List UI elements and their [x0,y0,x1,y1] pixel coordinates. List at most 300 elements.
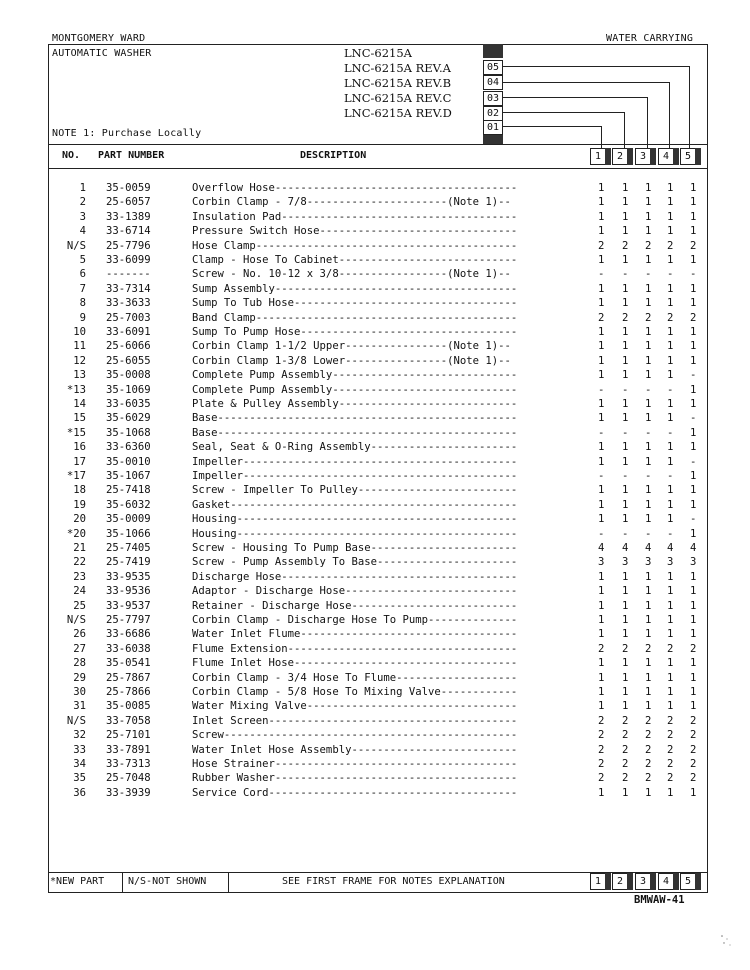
item-number: 24 [73,585,86,598]
part-description: Corbin Clamp - 7/8----------------------(Note 1)-- [192,196,511,209]
quantity-rev-2: 1 [622,570,629,583]
quantity-rev-1: 1 [598,570,605,583]
quantity-rev-1: - [598,426,605,439]
quantity-rev-1: 1 [598,614,605,626]
quantity-rev-5: 1 [690,484,697,497]
table-row [48,657,708,671]
quantity-rev-5: 1 [690,700,697,713]
item-number: 26 [73,628,86,641]
part-description: Clamp - Hose To Cabinet---------------------------- [192,254,518,266]
part-description: Flume Inlet Hose----------------------------------- [192,657,518,670]
quantity-rev-1: 1 [598,254,605,266]
revision-col-shade [695,148,701,165]
revision-box: 02 [483,106,503,121]
table-row [48,369,708,383]
quantity-rev-2: 1 [622,686,629,698]
quantity-rev-3: 2 [645,239,652,252]
quantity-rev-5: 1 [690,470,697,482]
quantity-rev-2: 1 [622,354,629,367]
quantity-rev-1: 1 [598,700,605,713]
quantity-rev-4: - [667,426,674,439]
part-description: Housing-------------------------------------------- [192,513,518,526]
bracket-line [624,112,625,148]
column-rule [48,168,708,169]
quantity-rev-1: 4 [598,542,605,554]
quantity-rev-5: 2 [690,239,697,252]
table-row [48,412,708,426]
part-description: Corbin Clamp - Discharge Hose To Pump-------------- [192,614,518,626]
quantity-rev-2: 2 [622,239,629,252]
quantity-rev-5: 2 [690,743,697,756]
quantity-rev-1: 2 [598,239,605,252]
revision-col-2: 2 [612,148,628,165]
top-rule [48,44,708,45]
bracket-line [669,82,670,148]
notes-explanation: SEE FIRST FRAME FOR NOTES EXPLANATION [282,876,505,887]
part-number: 25-7003 [106,311,151,324]
quantity-rev-2: 2 [622,772,629,785]
table-row [48,384,708,398]
revision-col-3: 3 [635,148,651,165]
revision-box: 05 [483,60,503,75]
quantity-rev-2: 1 [622,786,629,799]
item-number: 34 [73,758,86,770]
revision-col-5: 5 [680,873,696,890]
part-description: Water Mixing Valve--------------------------------- [192,700,518,713]
quantity-rev-2: 2 [622,758,629,770]
model-name: LNC-6215A REV.C [344,91,452,105]
quantity-rev-2: 1 [622,369,629,382]
item-number: N/S [66,714,86,727]
part-number: 33-6091 [106,326,151,338]
header-rule [48,144,708,145]
revision-col-1: 1 [590,873,606,890]
quantity-rev-3: 1 [645,484,652,497]
table-row [48,571,708,585]
quantity-rev-3: - [645,527,652,540]
part-description: Screw - No. 10-12 x 3/8-----------------(Note 1)-- [192,268,511,281]
quantity-rev-5: 1 [690,282,697,295]
quantity-rev-3: 1 [645,254,652,266]
part-description: Water Inlet Flume---------------------------------- [192,628,518,641]
revision-col-3: 3 [635,873,651,890]
new-part-legend: *NEW PART [50,876,105,887]
quantity-rev-5: 1 [690,628,697,641]
quantity-rev-1: 1 [598,455,605,468]
part-number: 25-7796 [106,239,151,252]
quantity-rev-4: 2 [667,642,674,655]
item-number: 20 [73,513,86,526]
item-number: 9 [79,311,86,324]
col-no: NO. [62,150,81,161]
quantity-rev-5: 1 [690,786,697,799]
quantity-rev-1: 1 [598,282,605,295]
table-row [48,484,708,498]
quantity-rev-5: 1 [690,426,697,439]
item-number: 19 [73,498,86,511]
revision-marker-top [483,44,503,58]
part-number: 33-6035 [106,398,151,410]
quantity-rev-5: 1 [690,657,697,670]
table-row [48,196,708,210]
item-number: 11 [73,340,86,353]
part-description: Screw - Impeller To Pulley------------------------- [192,484,518,497]
bracket-line [689,66,690,148]
quantity-rev-4: 1 [667,254,674,266]
part-description: Discharge Hose------------------------------------- [192,570,518,583]
part-description: Base----------------------------------------------- [192,412,518,425]
revision-box: 04 [483,75,503,90]
quantity-rev-3: 1 [645,297,652,310]
footer-bottom-rule [48,892,708,893]
part-description: Screw---------------------------------------------- [192,729,518,742]
item-number: 17 [73,455,86,468]
model-name: LNC-6215A REV.D [344,106,452,120]
bracket-line [503,112,624,113]
item-number: 27 [73,642,86,655]
quantity-rev-2: - [622,268,629,281]
part-description: Flume Extension------------------------------------ [192,642,518,655]
quantity-rev-3: 1 [645,570,652,583]
quantity-rev-5: 1 [690,340,697,353]
item-number: N/S [66,614,86,626]
item-number: 30 [73,686,86,698]
part-number: 35-0541 [106,657,151,670]
table-row [48,758,708,772]
quantity-rev-4: 1 [667,441,674,454]
quantity-rev-1: 1 [598,498,605,511]
part-number: 35-6032 [106,498,151,511]
item-number: 4 [79,225,86,238]
quantity-rev-2: 1 [622,225,629,238]
quantity-rev-1: 2 [598,758,605,770]
quantity-rev-1: 1 [598,182,605,194]
quantity-rev-4: 1 [667,210,674,223]
quantity-rev-5: 1 [690,441,697,454]
part-description: Inlet Screen--------------------------------------- [192,714,518,727]
part-description: Adaptor - Discharge Hose--------------------------- [192,585,518,598]
section-category: WATER CARRYING [606,33,694,44]
table-row [48,700,708,714]
scan-speckle [718,930,738,950]
item-number: 16 [73,441,86,454]
part-number: 35-0009 [106,513,151,526]
part-description: Corbin Clamp 1-1/2 Upper----------------(Note 1)-- [192,340,511,353]
quantity-rev-4: - [667,470,674,482]
quantity-rev-4: 2 [667,758,674,770]
product-name: AUTOMATIC WASHER [52,48,152,59]
quantity-rev-3: 1 [645,441,652,454]
revision-marker-bottom [483,135,503,144]
quantity-rev-5: 1 [690,326,697,338]
quantity-rev-3: 1 [645,498,652,511]
quantity-rev-5: 1 [690,599,697,612]
quantity-rev-2: 1 [622,657,629,670]
quantity-rev-4: 1 [667,455,674,468]
footer-divider [228,872,229,892]
part-description: Hose Strainer-------------------------------------- [192,758,518,770]
quantity-rev-4: 1 [667,369,674,382]
quantity-rev-2: - [622,426,629,439]
quantity-rev-4: 2 [667,311,674,324]
table-row [48,585,708,599]
quantity-rev-3: 1 [645,225,652,238]
quantity-rev-5: 2 [690,311,697,324]
quantity-rev-4: 1 [667,585,674,598]
quantity-rev-4: 2 [667,729,674,742]
part-number: 25-7405 [106,542,151,554]
quantity-rev-5: 2 [690,642,697,655]
quantity-rev-5: 1 [690,527,697,540]
quantity-rev-2: 1 [622,585,629,598]
quantity-rev-1: 1 [598,412,605,425]
item-number: 12 [73,354,86,367]
quantity-rev-1: 1 [598,326,605,338]
quantity-rev-5: 1 [690,398,697,410]
quantity-rev-1: 2 [598,311,605,324]
part-description: Seal, Seat & O-Ring Assembly----------------------- [192,441,518,454]
quantity-rev-4: 1 [667,340,674,353]
quantity-rev-2: 2 [622,729,629,742]
part-number: 33-6686 [106,628,151,641]
item-number: 1 [79,182,86,194]
quantity-rev-4: 2 [667,714,674,727]
footer-divider [122,872,123,892]
quantity-rev-3: 3 [645,556,652,569]
part-description: Overflow Hose-------------------------------------- [192,182,518,194]
quantity-rev-3: 4 [645,542,652,554]
table-row [48,528,708,542]
quantity-rev-4: 1 [667,700,674,713]
quantity-rev-3: 2 [645,772,652,785]
table-row [48,672,708,686]
revision-box: 01 [483,120,503,135]
quantity-rev-5: 1 [690,297,697,310]
item-number: 7 [79,282,86,295]
quantity-rev-2: 4 [622,542,629,554]
item-number: 23 [73,570,86,583]
quantity-rev-3: 1 [645,599,652,612]
quantity-rev-1: 1 [598,369,605,382]
quantity-rev-1: 1 [598,225,605,238]
part-number: 35-1067 [106,470,151,482]
part-description: Rubber Washer-------------------------------------- [192,772,518,785]
table-row [48,456,708,470]
quantity-rev-5: 2 [690,729,697,742]
bracket-line [647,97,648,148]
table-row [48,283,708,297]
part-description: Corbin Clamp - 3/4 Hose To Flume------------------- [192,671,518,684]
part-number: 25-6066 [106,340,151,353]
quantity-rev-4: 1 [667,484,674,497]
item-number: 14 [73,398,86,410]
quantity-rev-3: 1 [645,455,652,468]
quantity-rev-1: 1 [598,210,605,223]
table-row [48,355,708,369]
quantity-rev-3: 1 [645,369,652,382]
table-row [48,643,708,657]
revision-col-shade [650,148,656,165]
quantity-rev-3: 1 [645,182,652,194]
part-number: 25-6057 [106,196,151,209]
item-number: 28 [73,657,86,670]
quantity-rev-5: 1 [690,210,697,223]
quantity-rev-3: 1 [645,282,652,295]
quantity-rev-2: 1 [622,614,629,626]
quantity-rev-2: 1 [622,182,629,194]
table-row [48,225,708,239]
quantity-rev-5: 2 [690,758,697,770]
part-number: 35-0059 [106,182,151,194]
item-number: 29 [73,671,86,684]
table-row [48,686,708,700]
quantity-rev-3: 1 [645,585,652,598]
revision-col-shade [627,873,633,890]
quantity-rev-3: 1 [645,614,652,626]
table-row [48,744,708,758]
quantity-rev-3: 2 [645,642,652,655]
quantity-rev-1: 1 [598,354,605,367]
table-row [48,211,708,225]
part-number: 33-7891 [106,743,151,756]
quantity-rev-4: 1 [667,282,674,295]
item-number: 22 [73,556,86,569]
quantity-rev-1: - [598,527,605,540]
part-description: Insulation Pad------------------------------------- [192,210,518,223]
quantity-rev-2: 1 [622,297,629,310]
table-row [48,600,708,614]
quantity-rev-5: 1 [690,570,697,583]
quantity-rev-2: 1 [622,628,629,641]
quantity-rev-2: 1 [622,441,629,454]
col-part-number: PART NUMBER [98,150,165,161]
quantity-rev-5: 1 [690,585,697,598]
quantity-rev-3: 2 [645,729,652,742]
revision-col-4: 4 [658,873,674,890]
item-number: 6 [79,268,86,281]
quantity-rev-4: 1 [667,786,674,799]
part-description: Pressure Switch Hose------------------------------- [192,225,518,238]
part-number: 25-7101 [106,729,151,742]
quantity-rev-4: - [667,527,674,540]
quantity-rev-2: - [622,383,629,396]
quantity-rev-1: 1 [598,686,605,698]
part-number: 35-1069 [106,383,151,396]
quantity-rev-1: 1 [598,196,605,209]
quantity-rev-1: 1 [598,599,605,612]
item-number: 35 [73,772,86,785]
part-description: Band Clamp----------------------------------------- [192,311,518,324]
part-number: 25-7797 [106,614,151,626]
part-description: Hose Clamp----------------------------------------- [192,239,518,252]
quantity-rev-5: 1 [690,614,697,626]
part-description: Sump To Tub Hose----------------------------------- [192,297,518,310]
quantity-rev-3: - [645,268,652,281]
part-number: 35-6029 [106,412,151,425]
quantity-rev-5: 1 [690,225,697,238]
quantity-rev-3: 1 [645,513,652,526]
part-number: 33-7313 [106,758,151,770]
quantity-rev-4: - [667,268,674,281]
part-number: 25-7866 [106,686,151,698]
bracket-line [601,126,602,148]
quantity-rev-4: 1 [667,671,674,684]
quantity-rev-2: - [622,470,629,482]
quantity-rev-4: 1 [667,628,674,641]
part-description: Water Inlet Hose Assembly-------------------------- [192,743,518,756]
col-description: DESCRIPTION [300,150,367,161]
quantity-rev-2: 2 [622,311,629,324]
quantity-rev-4: 1 [667,412,674,425]
item-number: 8 [79,297,86,310]
item-number: *17 [66,470,86,482]
quantity-rev-2: 2 [622,642,629,655]
part-description: Screw - Housing To Pump Base----------------------- [192,542,518,554]
part-description: Housing-------------------------------------------- [192,527,518,540]
part-number: 35-0008 [106,369,151,382]
quantity-rev-2: 1 [622,484,629,497]
part-description: Impeller------------------------------------------- [192,455,518,468]
quantity-rev-1: 1 [598,628,605,641]
quantity-rev-2: 1 [622,700,629,713]
revision-col-shade [673,148,679,165]
page-id: BMWAW-41 [634,894,685,906]
quantity-rev-2: - [622,527,629,540]
quantity-rev-1: 2 [598,772,605,785]
quantity-rev-4: 2 [667,239,674,252]
quantity-rev-2: 1 [622,398,629,410]
quantity-rev-3: 1 [645,412,652,425]
part-number: 33-9535 [106,570,151,583]
quantity-rev-4: 1 [667,182,674,194]
quantity-rev-2: 1 [622,282,629,295]
item-number: 31 [73,700,86,713]
item-number: 25 [73,599,86,612]
item-number: 3 [79,210,86,223]
part-description: Screw - Pump Assembly To Base---------------------- [192,556,518,569]
quantity-rev-5: 2 [690,772,697,785]
part-number: 25-7418 [106,484,151,497]
table-row [48,240,708,254]
quantity-rev-3: - [645,383,652,396]
quantity-rev-5: - [690,513,697,526]
quantity-rev-1: 1 [598,786,605,799]
part-number: 25-7419 [106,556,151,569]
quantity-rev-4: 2 [667,772,674,785]
quantity-rev-4: 3 [667,556,674,569]
part-description: Corbin Clamp 1-3/8 Lower----------------(Note 1)-- [192,354,511,367]
part-number: 35-0010 [106,455,151,468]
revision-col-shade [695,873,701,890]
quantity-rev-3: 1 [645,210,652,223]
quantity-rev-3: 1 [645,671,652,684]
item-number: 32 [73,729,86,742]
revision-col-shade [605,148,611,165]
revision-col-shade [650,873,656,890]
table-row [48,441,708,455]
quantity-rev-3: 2 [645,311,652,324]
table-row [48,340,708,354]
part-description: Gasket--------------------------------------------- [192,498,518,511]
part-description: Service Cord--------------------------------------- [192,786,518,799]
quantity-rev-4: 1 [667,599,674,612]
quantity-rev-4: - [667,383,674,396]
model-name: LNC-6215A [344,46,412,60]
quantity-rev-1: 1 [598,441,605,454]
quantity-rev-3: 1 [645,700,652,713]
table-row [48,556,708,570]
quantity-rev-2: 2 [622,714,629,727]
